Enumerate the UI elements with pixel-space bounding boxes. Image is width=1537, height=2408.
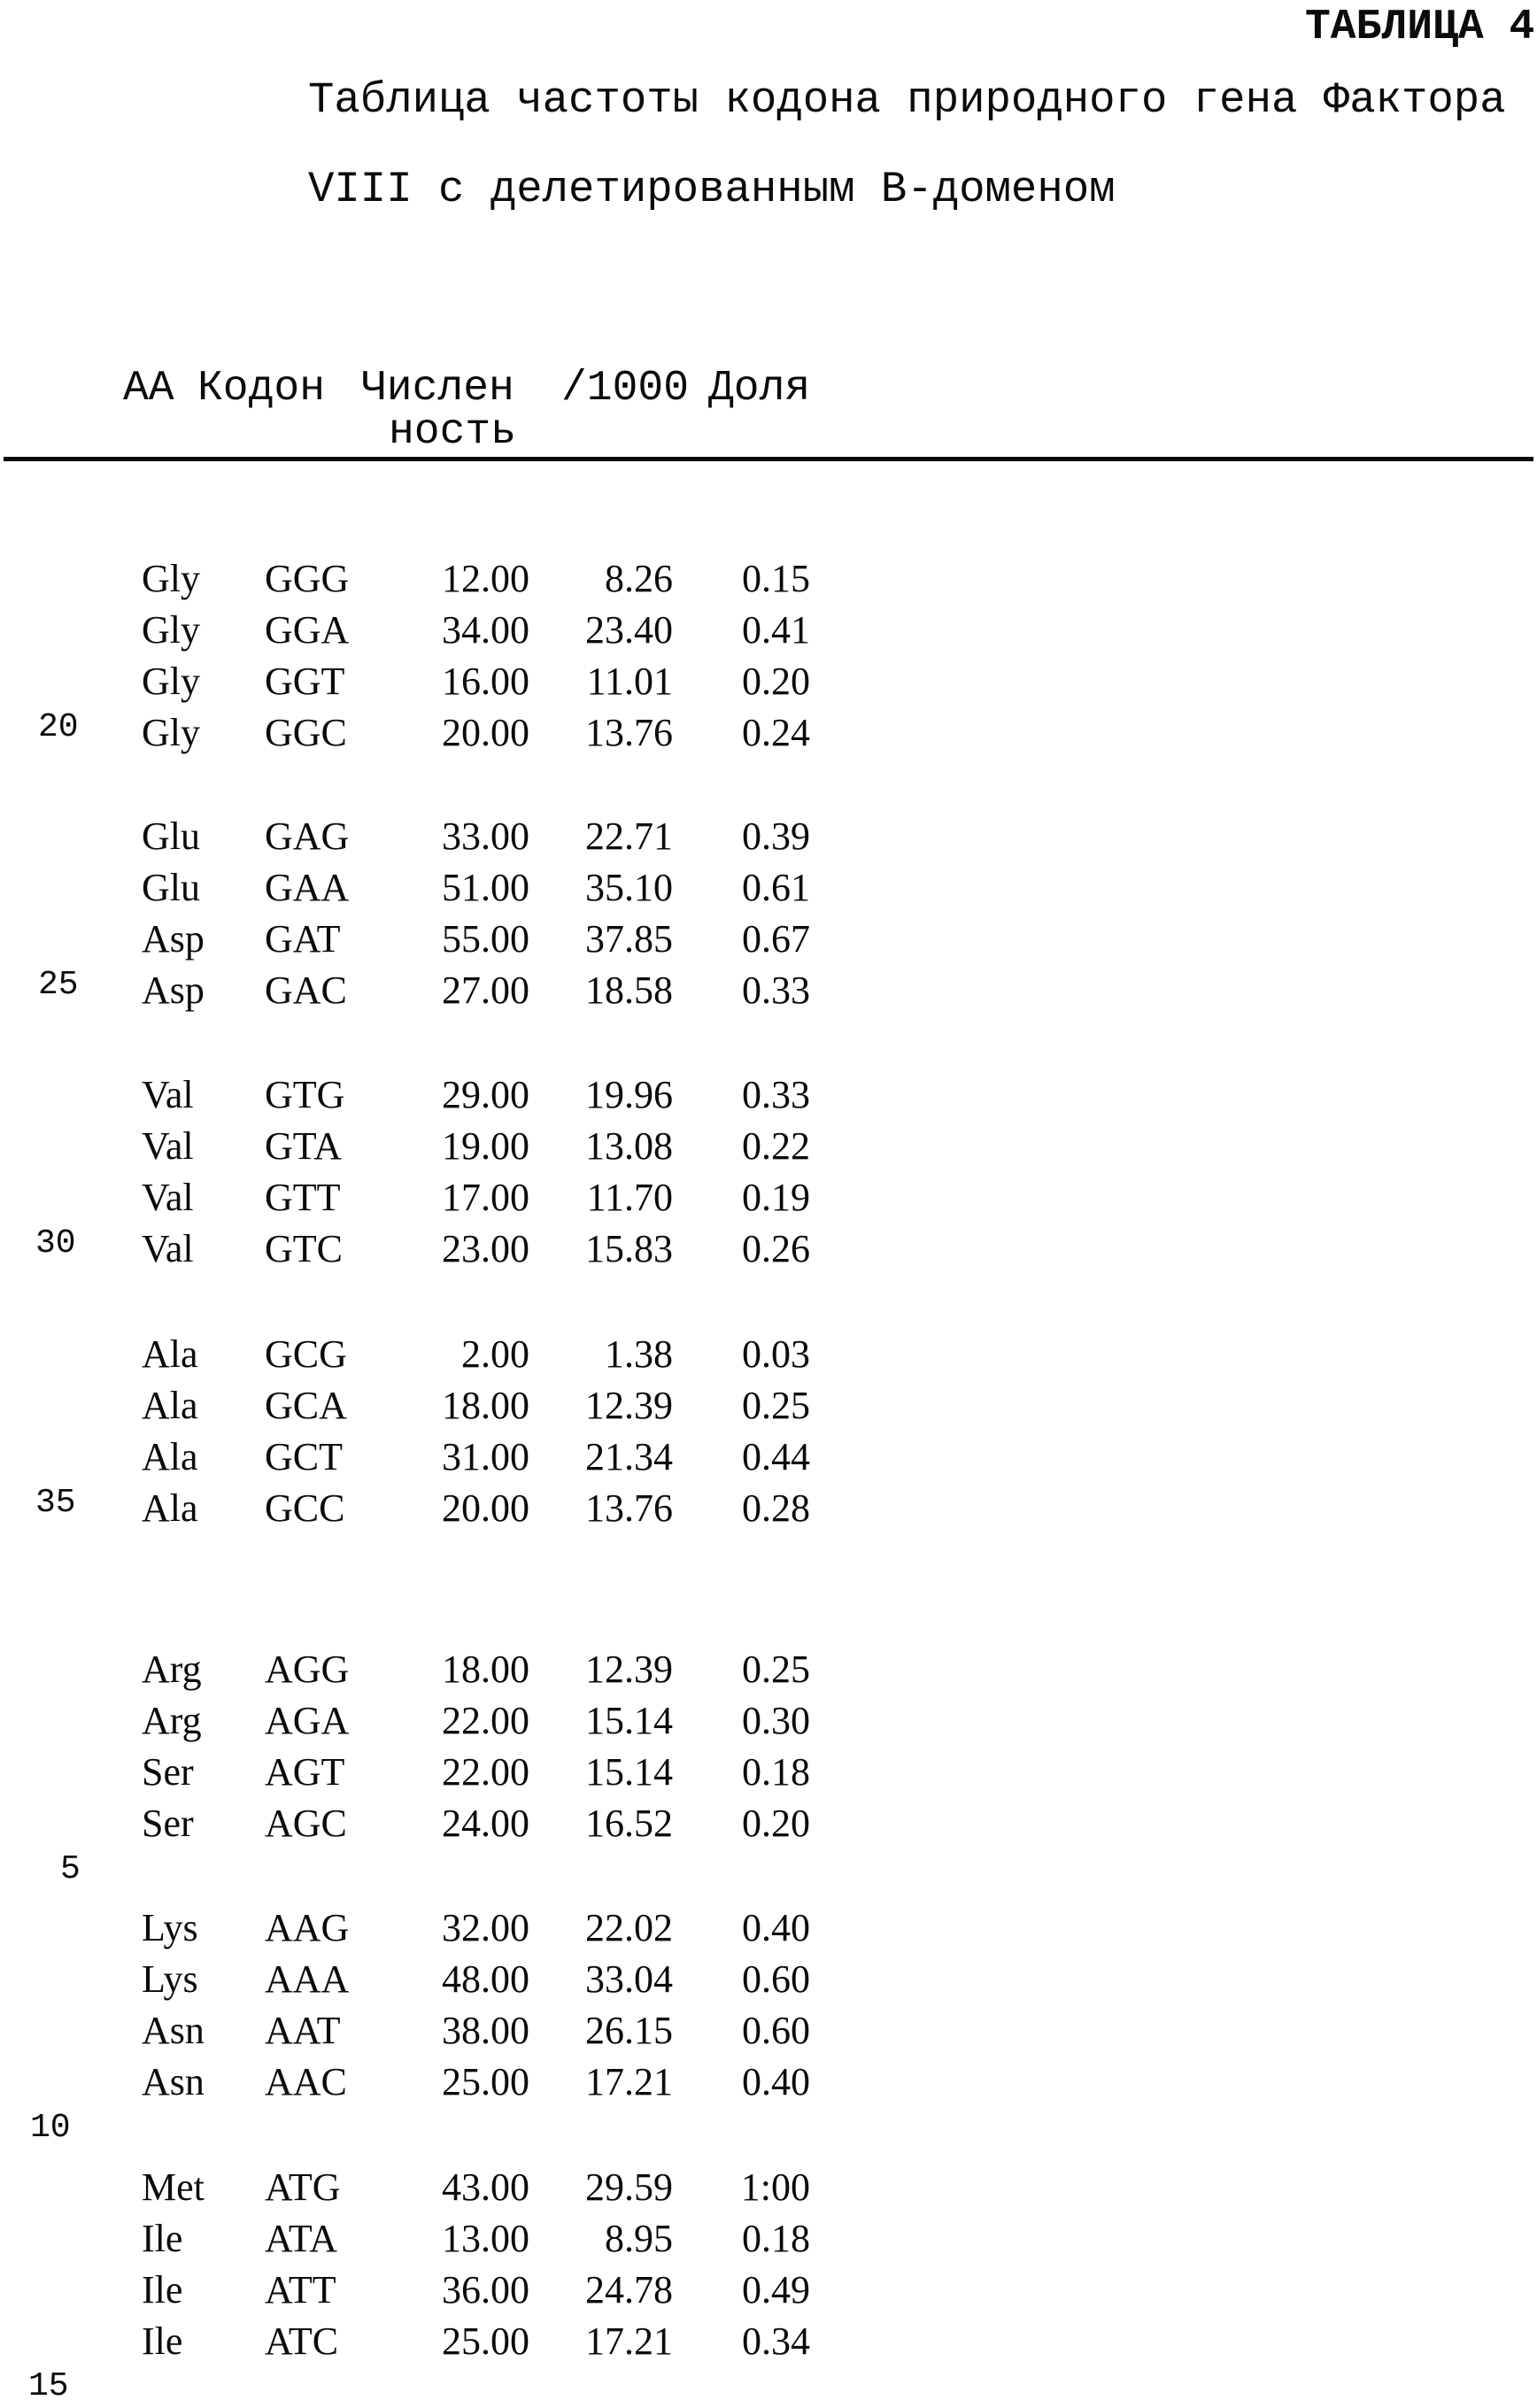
count-cell: 18.00 (442, 1648, 529, 1691)
per-1000-cell: 21.34 (585, 1435, 673, 1478)
codon-cell: AAC (265, 2060, 347, 2103)
codon-cell: GTC (265, 1227, 343, 1270)
aa-cell: Ser (142, 1802, 194, 1845)
codon-cell: GTT (265, 1176, 341, 1219)
aa-cell: Glu (142, 814, 200, 858)
codon-cell: GAC (265, 969, 347, 1012)
codon-cell: GTG (265, 1073, 345, 1116)
count-cell: 29.00 (442, 1073, 529, 1116)
per-1000-cell: 15.83 (585, 1227, 673, 1270)
codon-row (0, 2213, 885, 2265)
margin-line-number: 20 (38, 708, 79, 746)
codon-row (0, 811, 885, 862)
count-cell: 2.00 (461, 1332, 529, 1376)
codon-cell: AAA (265, 1957, 350, 2001)
aa-cell: Arg (142, 1699, 202, 1742)
fraction-cell: 0.67 (742, 917, 810, 961)
codon-cell: GCT (265, 1435, 343, 1478)
codon-row (0, 2057, 885, 2108)
table-number-label: ТАБЛИЦА 4 (1305, 4, 1535, 51)
codon-cell: GAT (265, 917, 341, 961)
fraction-cell: 0.25 (742, 1648, 810, 1691)
aa-cell: Asp (142, 969, 205, 1012)
header-count-line2: ность (389, 408, 517, 456)
per-1000-cell: 33.04 (585, 1957, 673, 2001)
count-cell: 25.00 (442, 2319, 529, 2363)
per-1000-cell: 19.96 (585, 1073, 673, 1116)
codon-row (0, 1121, 885, 1172)
aa-cell: Ala (142, 1332, 198, 1376)
fraction-cell: 0.25 (742, 1384, 810, 1427)
fraction-cell: 0.19 (742, 1176, 810, 1219)
codon-row (0, 553, 885, 605)
codon-row (0, 1223, 885, 1275)
per-1000-cell: 11.70 (586, 1176, 673, 1219)
count-cell: 17.00 (442, 1176, 529, 1219)
codon-row (0, 1432, 885, 1483)
fraction-cell: 0.26 (742, 1227, 810, 1270)
aa-cell: Val (142, 1073, 194, 1116)
aa-cell: Ala (142, 1486, 198, 1530)
aa-cell: Lys (142, 1957, 198, 2001)
codon-cell: GGG (265, 557, 350, 600)
count-cell: 20.00 (442, 711, 529, 754)
codon-cell: GAG (265, 814, 350, 858)
header-count-line1: Числен (361, 365, 514, 413)
aa-cell: Ile (142, 2319, 183, 2363)
fraction-cell: 0.60 (742, 2009, 810, 2052)
per-1000-cell: 22.71 (585, 814, 673, 858)
codon-group (0, 811, 885, 1016)
aa-cell: Met (142, 2165, 205, 2209)
per-1000-cell: 37.85 (585, 917, 673, 961)
codon-row (0, 2005, 885, 2057)
fraction-cell: 0.18 (742, 1750, 810, 1794)
codon-group (0, 1644, 885, 1849)
count-cell: 20.00 (442, 1486, 529, 1530)
fraction-cell: 0.03 (742, 1332, 810, 1376)
header-aa: АА (123, 365, 174, 413)
count-cell: 34.00 (442, 608, 529, 652)
codon-cell: GTA (265, 1124, 342, 1168)
per-1000-cell: 16.52 (585, 1802, 673, 1845)
aa-cell: Gly (142, 608, 200, 652)
codon-cell: AAT (265, 2009, 341, 2052)
codon-group (0, 1329, 885, 1534)
fraction-cell: 0.44 (742, 1435, 810, 1478)
aa-cell: Asn (142, 2009, 205, 2052)
aa-cell: Val (142, 1176, 194, 1219)
fraction-cell: 1:00 (740, 2165, 810, 2209)
per-1000-cell: 17.21 (585, 2319, 673, 2363)
aa-cell: Ile (142, 2268, 183, 2312)
per-1000-cell: 12.39 (585, 1648, 673, 1691)
count-cell: 33.00 (442, 814, 529, 858)
count-cell: 12.00 (442, 557, 529, 600)
aa-cell: Gly (142, 711, 200, 754)
per-1000-cell: 22.02 (585, 1906, 673, 1949)
aa-cell: Glu (142, 866, 200, 909)
per-1000-cell: 11.01 (586, 660, 673, 703)
fraction-cell: 0.33 (742, 1073, 810, 1116)
count-cell: 51.00 (442, 866, 529, 909)
codon-row (0, 1644, 885, 1695)
codon-cell: GCG (265, 1332, 347, 1376)
aa-cell: Ala (142, 1384, 198, 1427)
per-1000-cell: 26.15 (585, 2009, 673, 2052)
count-cell: 38.00 (442, 2009, 529, 2052)
per-1000-cell: 1.38 (605, 1332, 673, 1376)
margin-line-number: 15 (28, 2367, 69, 2405)
per-1000-cell: 15.14 (585, 1750, 673, 1794)
codon-row (0, 2162, 885, 2213)
fraction-cell: 0.20 (742, 1802, 810, 1845)
fraction-cell: 0.41 (742, 608, 810, 652)
per-1000-cell: 35.10 (585, 866, 673, 909)
aa-cell: Asp (142, 917, 205, 961)
table-title-line-1: Таблица частоты кодона природного гена Фактора (308, 75, 1506, 125)
codon-row (0, 1695, 885, 1747)
codon-row (0, 965, 885, 1016)
fraction-cell: 0.60 (742, 1957, 810, 2001)
codon-cell: GCC (265, 1486, 345, 1530)
codon-cell: AGA (265, 1699, 350, 1742)
header-per-1000: /1000 (561, 365, 690, 413)
per-1000-cell: 12.39 (585, 1384, 673, 1427)
count-cell: 24.00 (442, 1802, 529, 1845)
codon-group (0, 1069, 885, 1275)
codon-group (0, 2162, 885, 2367)
per-1000-cell: 18.58 (585, 969, 673, 1012)
aa-cell: Ser (142, 1750, 194, 1794)
per-1000-cell: 24.78 (585, 2268, 673, 2312)
per-1000-cell: 29.59 (585, 2165, 673, 2209)
codon-cell: GGT (265, 660, 345, 703)
codon-row (0, 1954, 885, 2005)
codon-cell: GGA (265, 608, 350, 652)
codon-cell: AGG (265, 1648, 350, 1691)
per-1000-cell: 13.08 (585, 1124, 673, 1168)
aa-cell: Asn (142, 2060, 205, 2103)
fraction-cell: 0.61 (742, 866, 810, 909)
count-cell: 22.00 (442, 1750, 529, 1794)
fraction-cell: 0.22 (742, 1124, 810, 1168)
per-1000-cell: 13.76 (585, 711, 673, 754)
fraction-cell: 0.24 (742, 711, 810, 754)
codon-row (0, 1902, 885, 1954)
fraction-cell: 0.30 (742, 1699, 810, 1742)
fraction-cell: 0.39 (742, 814, 810, 858)
codon-row (0, 1380, 885, 1432)
count-cell: 36.00 (442, 2268, 529, 2312)
aa-cell: Lys (142, 1906, 198, 1949)
per-1000-cell: 8.26 (605, 557, 673, 600)
fraction-cell: 0.15 (742, 557, 810, 600)
count-cell: 27.00 (442, 969, 529, 1012)
codon-cell: ATG (265, 2165, 341, 2209)
count-cell: 25.00 (442, 2060, 529, 2103)
codon-row (0, 1798, 885, 1849)
aa-cell: Ile (142, 2217, 183, 2260)
codon-row (0, 707, 885, 759)
count-cell: 19.00 (442, 1124, 529, 1168)
count-cell: 22.00 (442, 1699, 529, 1742)
count-cell: 48.00 (442, 1957, 529, 2001)
codon-cell: GCA (265, 1384, 347, 1427)
codon-row (0, 1747, 885, 1798)
per-1000-cell: 17.21 (585, 2060, 673, 2103)
aa-cell: Gly (142, 557, 200, 600)
codon-row (0, 1069, 885, 1121)
codon-cell: ATA (265, 2217, 338, 2260)
fraction-cell: 0.49 (742, 2268, 810, 2312)
aa-cell: Val (142, 1124, 194, 1168)
codon-group (0, 1902, 885, 2108)
codon-cell: GGC (265, 711, 347, 754)
count-cell: 55.00 (442, 917, 529, 961)
codon-cell: ATT (265, 2268, 336, 2312)
codon-row (0, 1483, 885, 1534)
margin-line-number: 35 (35, 1484, 76, 1522)
fraction-cell: 0.40 (742, 2060, 810, 2103)
count-cell: 13.00 (442, 2217, 529, 2260)
count-cell: 43.00 (442, 2165, 529, 2209)
codon-cell: GAA (265, 866, 350, 909)
margin-line-number: 30 (35, 1224, 76, 1262)
fraction-cell: 0.40 (742, 1906, 810, 1949)
codon-row (0, 2265, 885, 2316)
aa-cell: Val (142, 1227, 194, 1270)
codon-row (0, 656, 885, 707)
codon-row (0, 1329, 885, 1380)
margin-line-number: 10 (30, 2109, 71, 2147)
count-cell: 16.00 (442, 660, 529, 703)
count-cell: 18.00 (442, 1384, 529, 1427)
codon-cell: AGC (265, 1802, 347, 1845)
per-1000-cell: 15.14 (585, 1699, 673, 1742)
count-cell: 31.00 (442, 1435, 529, 1478)
codon-group (0, 553, 885, 759)
codon-cell: ATC (265, 2319, 339, 2363)
aa-cell: Ala (142, 1435, 198, 1478)
codon-row (0, 862, 885, 914)
count-cell: 23.00 (442, 1227, 529, 1270)
codon-row (0, 914, 885, 965)
fraction-cell: 0.28 (742, 1486, 810, 1530)
header-divider-line (4, 457, 1533, 461)
per-1000-cell: 23.40 (585, 608, 673, 652)
header-fraction: Доля (708, 365, 811, 413)
per-1000-cell: 13.76 (585, 1486, 673, 1530)
codon-row (0, 605, 885, 656)
fraction-cell: 0.20 (742, 660, 810, 703)
codon-row (0, 1172, 885, 1223)
count-cell: 32.00 (442, 1906, 529, 1949)
codon-row (0, 2316, 885, 2367)
fraction-cell: 0.33 (742, 969, 810, 1012)
table-title-line-2: VIII с делетированным В-доменом (308, 165, 1116, 214)
fraction-cell: 0.34 (742, 2319, 810, 2363)
margin-line-number: 25 (38, 966, 79, 1004)
fraction-cell: 0.18 (742, 2217, 810, 2260)
codon-cell: AAG (265, 1906, 350, 1949)
aa-cell: Arg (142, 1648, 202, 1691)
header-codon: Кодон (197, 365, 326, 413)
margin-line-number: 5 (60, 1850, 81, 1888)
per-1000-cell: 8.95 (605, 2217, 673, 2260)
aa-cell: Gly (142, 660, 200, 703)
codon-cell: AGT (265, 1750, 345, 1794)
